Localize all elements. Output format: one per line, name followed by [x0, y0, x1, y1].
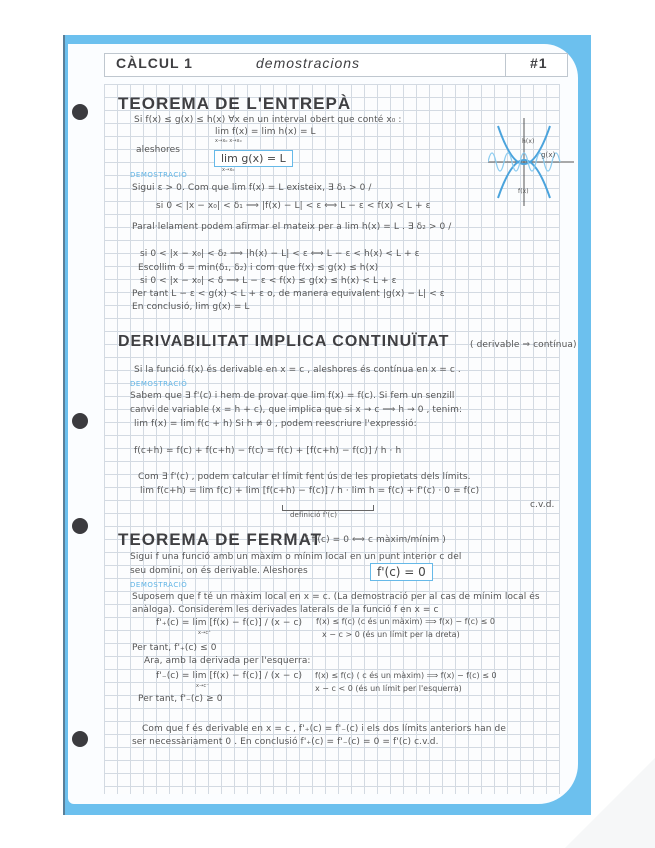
proof-line: anàloga). Considerem les derivades laterals de la funció f en x = c: [132, 605, 439, 615]
proof-line: Sabem que ∃ f'(c) i hem de provar que lim f(x) = f(c). Si fem un senzill: [130, 391, 455, 401]
proof-line: Escollim δ = min(δ₁, δ₂) i com que f(x) ≤ g(x) ≤ h(x): [138, 263, 379, 273]
proof-line: Suposem que f té un màxim local en x = c. (La demostració per al cas de mínim local és: [132, 592, 540, 602]
proof-line: Com ∃ f'(c) , podem calcular el límit fent ús de les propietats dels límits.: [138, 472, 471, 482]
squeeze-graph: [488, 118, 580, 208]
side-note: f(x) ≤ f(c) (c és un màxim) ⟹ f(x) − f(c) ≤ 0: [316, 617, 495, 626]
boxed-result: f'(c) = 0: [370, 563, 433, 581]
section-aside: ( derivable ⇒ contínua): [470, 340, 577, 350]
proof-line: Sigui ε > 0. Com que lim f(x) = L existeix, ∃ δ₁ > 0 /: [132, 183, 372, 193]
page-corner: [565, 758, 655, 848]
course-title: CÀLCUL 1: [116, 55, 193, 71]
limit-subscript: x→c⁺: [198, 630, 211, 636]
section-title-fermat: TEOREMA DE FERMAT: [118, 530, 322, 549]
underbrace-label: definició f'(c): [290, 511, 338, 519]
proof-line: si 0 < |x − x₀| < δ₁ ⟹ |f(x) − L| < ε ⟺ L − ε < f(x) < L + ε: [156, 201, 431, 211]
proof-line: canvi de variable (x = h + c), que implica que si x → c ⟹ h → 0 , tenim:: [130, 405, 463, 415]
side-note: x − c > 0 (és un límit per la dreta): [322, 630, 460, 639]
header-divider: [505, 54, 506, 76]
proof-line: lim f(c+h) = lim f(c) + lim [f(c+h) − f(c)] / h · lim h = f(c) + f'(c) · 0 = f(c): [140, 486, 480, 496]
limit-subscript: x→c⁻: [196, 683, 209, 689]
section-title-differentiability: DERIVABILITAT IMPLICA CONTINUÏTAT: [118, 333, 450, 350]
graph-label-g: g(x): [541, 151, 556, 159]
graph-label-h: h(x): [522, 138, 535, 145]
proof-line: En conclusió, lim g(x) = L: [132, 302, 250, 312]
limit-subscript: x→x₀ x→x₀: [215, 138, 242, 144]
section-aside: ( f'(c) = 0 ⟺ c màxim/mínim ): [305, 535, 446, 545]
statement-line: Si la funció f(x) és derivable en x = c , aleshores és contínua en x = c .: [134, 365, 461, 375]
binder-hole: [72, 731, 88, 747]
conclusion-line: Com que f és derivable en x = c , f'₊(c) = f'₋(c) i els dos límits anteriors han de: [142, 724, 506, 734]
binder-hole: [72, 518, 88, 534]
qed-mark: c.v.d.: [530, 500, 555, 510]
proof-line: lim f(x) = lim f(c + h) Si h ≠ 0 , podem reescriure l'expressió:: [134, 419, 417, 429]
page-number: #1: [530, 55, 548, 71]
proof-line: si 0 < |x − x₀| < δ ⟹ L − ε < f(x) ≤ g(x) ≤ h(x) < L + ε: [140, 276, 397, 286]
statement-line: lim f(x) = lim h(x) = L: [215, 127, 316, 137]
proof-line: Paral·lelament podem afirmar el mateix per a lim h(x) = L . ∃ δ₂ > 0 /: [132, 222, 452, 232]
topic-title: demostracions: [256, 55, 361, 71]
proof-line: f'₊(c) = lim [f(x) − f(c)] / (x − c): [156, 618, 303, 628]
side-note: x − c < 0 (és un límit per l'esquerra): [315, 684, 462, 693]
conclusion-line: ser necessàriament 0 . En conclusió f'₊(c) = f'₋(c) = 0 = f'(c) c.v.d.: [132, 737, 439, 747]
proof-line: Per tant L − ε < g(x) < L + ε o, de manera equivalent |g(x) − L| < ε: [132, 289, 445, 299]
side-note: f(x) ≤ f(c) ( c és un màxim) ⟹ f(x) − f(c) ≤ 0: [315, 671, 497, 680]
proof-label: DEMOSTRACIÓ: [130, 171, 188, 179]
proof-line: Ara, amb la derivada per l'esquerra:: [144, 656, 311, 666]
limit-subscript: x→x₀: [222, 167, 235, 173]
proof-line: si 0 < |x − x₀| < δ₂ ⟹ |h(x) − L| < ε ⟺ L − ε < h(x) < L + ε: [140, 249, 420, 259]
binder-hole: [72, 413, 88, 429]
proof-line: f(c+h) = f(c) + f(c+h) − f(c) = f(c) + [f(c+h) − f(c)] / h · h: [134, 446, 402, 456]
proof-line: Per tant, f'₊(c) ≤ 0: [132, 643, 217, 653]
statement-line: Si f(x) ≤ g(x) ≤ h(x) ∀x en un interval obert que conté x₀ :: [134, 115, 402, 125]
binder-hole: [72, 104, 88, 120]
proof-label: DEMOSTRACIÓ: [130, 581, 188, 589]
statement-line: Sigui f una funció amb un màxim o mínim local en un punt interior c del: [130, 552, 462, 562]
then-label: aleshores: [136, 145, 181, 155]
proof-line: Per tant, f'₋(c) ≥ 0: [138, 694, 223, 704]
proof-line: f'₋(c) = lim [f(x) − f(c)] / (x − c): [156, 671, 303, 681]
statement-line: seu domini, on és derivable. Aleshores: [130, 566, 308, 576]
proof-label: DEMOSTRACIÓ: [130, 380, 188, 388]
graph-label-f: f(x): [518, 188, 529, 195]
section-title-squeeze: TEOREMA DE L'ENTREPÀ: [118, 94, 352, 113]
boxed-result: lim g(x) = L: [214, 150, 293, 167]
